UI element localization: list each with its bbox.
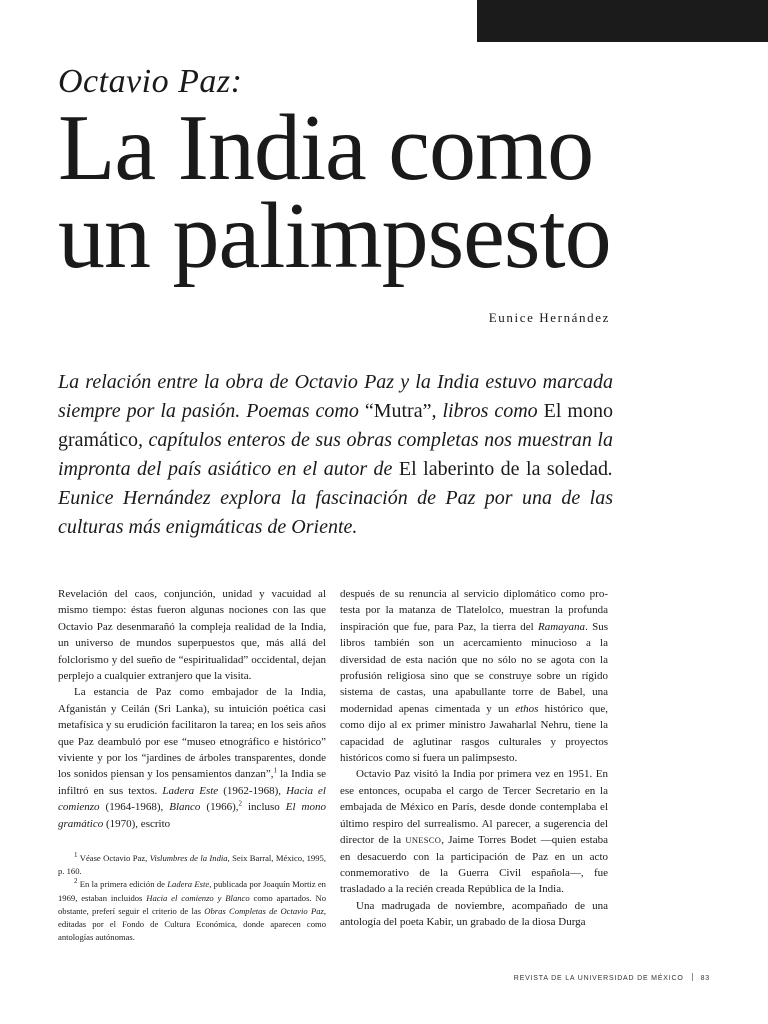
- book-title: Blanco: [169, 801, 201, 814]
- body-paragraph: Revelación del caos, conjunción, unidad y vacuidad al mismo tiempo: éstas fueron algunas nociones con las que Octavio Paz desenmarañó la compleja realidad de la India, un universo de mundos superpuestos que, más allá del folclorismo y del sueño de “espiritualidad” occidental, dejan perplejo a cualquier extranjero que la visita.: [58, 588, 326, 683]
- header-black-bar: [477, 0, 768, 42]
- footnote-text: como apartados. No obstante, preferí seguir el criterio de las: [58, 892, 326, 916]
- article-lede: [58, 368, 613, 542]
- footnote-text: , Seix Barral, México, 1995, p. 160.: [58, 853, 326, 877]
- lede-text: La relación entre la obra de Octavio Paz y la India estuvo marcada siempre por la pasión. Poemas como: [58, 371, 613, 422]
- footnote-number: 1: [74, 851, 78, 860]
- body-text: incluso: [242, 801, 286, 814]
- body-text: (1966),: [200, 801, 239, 814]
- footnote-text: , editadas por el Fondo de Cultura Económica, donde aparecen como antologías autónomas.: [58, 905, 326, 943]
- book-title: Ladera Este: [167, 879, 210, 890]
- footnote-ref: 2: [238, 799, 243, 808]
- footnotes: [58, 852, 326, 944]
- lede-book-title: El mono gramático: [58, 400, 613, 451]
- page-number: 83: [700, 975, 710, 982]
- lede-quote: “Mutra”: [364, 400, 432, 422]
- footnote-ref: 1: [273, 766, 278, 775]
- book-title: Hacia el comienzo y Blanco: [146, 892, 250, 903]
- body-column-left: [58, 586, 326, 832]
- body-paragraph: [340, 766, 608, 897]
- article-title: [58, 96, 758, 288]
- footnote-text: Véase Octavio Paz,: [77, 853, 150, 863]
- journal-name: REVISTA DE LA UNIVERSIDAD DE MÉXICO: [513, 975, 684, 982]
- body-text: , Jaime Torres Bodet —quien estaba en desacuerdo con la participación de Paz en un acto conmemorativo de la Guerra Civil española—, fue trasladado a la recién creada República de la India.: [340, 834, 608, 896]
- book-title: Vislumbres de la India: [149, 853, 228, 863]
- footer-divider: [692, 973, 693, 981]
- page-footer: [514, 973, 710, 982]
- book-title: Ramayana: [538, 620, 586, 633]
- body-paragraph: Una madrugada de noviembre, acompañado de una antología del poeta Kabir, un grabado de la diosa Durga: [340, 899, 608, 929]
- body-paragraph: [58, 684, 326, 832]
- body-column-right: [340, 586, 608, 931]
- book-title: Obras Completas de Octavio Paz: [204, 905, 324, 916]
- body-text: (1962-1968),: [218, 784, 287, 797]
- title-line-2: un palimpsesto: [58, 184, 611, 288]
- lede-book-title: El laberinto de la soledad: [398, 458, 609, 480]
- book-title: Hacia el comienzo: [58, 784, 326, 814]
- body-text: . Sus libros también son un acercamiento minucioso a la diversidad de esta nación que no sólo no se agota con la profusión religiosa sino que se construye sobre un rígido sistema de castas, una apabullante torre de Babel, una modernidad apenas cimentada y un: [340, 620, 608, 715]
- body-text: la India se infiltró en sus textos.: [58, 768, 326, 797]
- body-text: (1964-1968),: [99, 801, 170, 814]
- italic-term: ethos: [515, 702, 539, 715]
- body-text: (1970), escrito: [103, 817, 171, 830]
- body-text: histórico que, como dijo al ex primer ministro Jawaharlal Nehru, tiene la capacidad de aglutinar rasgos culturales y proyectos históricos como si fuera un palimpsesto.: [340, 702, 608, 765]
- article-kicker: Octavio Paz:: [58, 63, 243, 100]
- body-text: La estancia de Paz como embajador de la India, Afganistán y Ceilán (Sri Lanka), su intuición poética casi metafísica y su erudición facilitaron la tarea; en los seis años que Paz deambuló por ese “museo etnográfico e histórico” viviente y por los “jardines de árboles transparentes, donde los sonidos piensan y los pensamientos danzan”,: [58, 686, 326, 781]
- footnote-text: En la primera edición de: [77, 879, 168, 890]
- lede-text: , libros como: [431, 400, 544, 422]
- title-line-1: La India como: [58, 96, 594, 200]
- book-title: Ladera Este: [162, 784, 219, 797]
- body-paragraph: [340, 586, 608, 766]
- footnote-text: , publicada por Joaquín Mortiz en 1969, estaban incluidos: [58, 879, 326, 903]
- footnote-1: [58, 852, 326, 878]
- body-text: Octavio Paz visitó la India por primera vez en 1951. En ese entonces, ocupaba el cargo de Tercer Secretario en la embajada de México en París, desde donde contemplaba el último respiro del surrealismo. Al parecer, a sugerencia del director de la: [340, 768, 608, 847]
- book-title: El mono gramático: [58, 801, 326, 830]
- acronym: UNESCO: [405, 835, 442, 846]
- lede-text: . Eunice Hernández explora la fascinación de Paz por una de las culturas más enigmáticas de Oriente.: [58, 458, 614, 538]
- lede-text: , capítulos enteros de sus obras completas nos muestran la impronta del país asiático en el autor de: [58, 429, 613, 480]
- article-author: Eunice Hernández: [488, 310, 610, 325]
- footnote-2: [58, 878, 326, 944]
- body-text: después de su renuncia al servicio diplomático como protesta por la matanza de Tlatelolco, muestran la profunda inspiración que fue, para Paz, la tierra del: [340, 588, 608, 633]
- footnote-number: 2: [74, 877, 78, 886]
